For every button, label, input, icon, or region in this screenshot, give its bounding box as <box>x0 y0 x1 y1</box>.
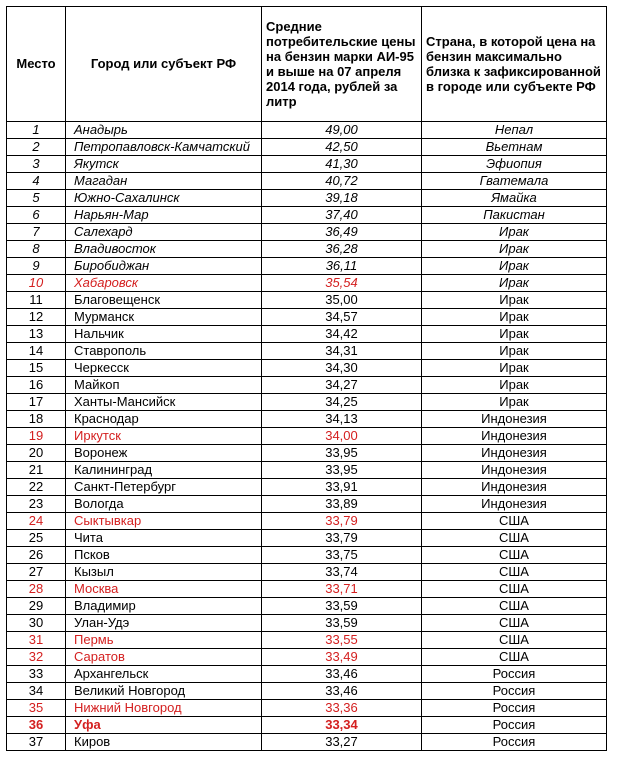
cell-place: 4 <box>7 173 66 190</box>
table-row <box>7 360 607 377</box>
cell-country: Непал <box>422 122 607 139</box>
cell-country: Россия <box>422 700 607 717</box>
header-place: Место <box>7 7 66 122</box>
cell-city: Уфа <box>66 717 262 734</box>
cell-place: 26 <box>7 547 66 564</box>
cell-place: 12 <box>7 309 66 326</box>
table-row <box>7 530 607 547</box>
header-price: Средние потребительские цены на бензин марки АИ-95 и выше на 07 апреля 2014 года, рублей за литр <box>262 7 422 122</box>
table-row <box>7 479 607 496</box>
cell-place: 36 <box>7 717 66 734</box>
cell-place: 31 <box>7 632 66 649</box>
cell-price: 33,95 <box>262 445 422 462</box>
table-row <box>7 207 607 224</box>
cell-price: 49,00 <box>262 122 422 139</box>
cell-country: Вьетнам <box>422 139 607 156</box>
cell-city: Нижний Новгород <box>66 700 262 717</box>
cell-country: Индонезия <box>422 428 607 445</box>
cell-price: 34,13 <box>262 411 422 428</box>
cell-price: 33,89 <box>262 496 422 513</box>
cell-place: 19 <box>7 428 66 445</box>
cell-price: 33,36 <box>262 700 422 717</box>
cell-country: Россия <box>422 717 607 734</box>
table-row <box>7 377 607 394</box>
cell-place: 8 <box>7 241 66 258</box>
cell-place: 2 <box>7 139 66 156</box>
cell-price: 35,54 <box>262 275 422 292</box>
cell-country: Ямайка <box>422 190 607 207</box>
cell-place: 18 <box>7 411 66 428</box>
table-row <box>7 122 607 139</box>
cell-country: Гватемала <box>422 173 607 190</box>
cell-country: Ирак <box>422 224 607 241</box>
cell-country: США <box>422 581 607 598</box>
cell-price: 34,00 <box>262 428 422 445</box>
cell-price: 33,27 <box>262 734 422 751</box>
cell-city: Нарьян-Мар <box>66 207 262 224</box>
cell-country: Пакистан <box>422 207 607 224</box>
cell-country: Индонезия <box>422 479 607 496</box>
cell-city: Чита <box>66 530 262 547</box>
cell-price: 36,11 <box>262 258 422 275</box>
cell-price: 35,00 <box>262 292 422 309</box>
table-row <box>7 564 607 581</box>
cell-price: 33,71 <box>262 581 422 598</box>
cell-country: Россия <box>422 666 607 683</box>
cell-price: 36,28 <box>262 241 422 258</box>
table-row <box>7 649 607 666</box>
cell-city: Благовещенск <box>66 292 262 309</box>
table-row <box>7 683 607 700</box>
cell-city: Санкт-Петербург <box>66 479 262 496</box>
cell-city: Иркутск <box>66 428 262 445</box>
cell-country: США <box>422 632 607 649</box>
cell-country: Ирак <box>422 241 607 258</box>
cell-price: 34,57 <box>262 309 422 326</box>
cell-price: 33,59 <box>262 615 422 632</box>
table-row <box>7 462 607 479</box>
cell-place: 33 <box>7 666 66 683</box>
cell-price: 33,59 <box>262 598 422 615</box>
cell-place: 35 <box>7 700 66 717</box>
cell-city: Мурманск <box>66 309 262 326</box>
table-row <box>7 326 607 343</box>
cell-place: 16 <box>7 377 66 394</box>
cell-city: Биробиджан <box>66 258 262 275</box>
table-row <box>7 258 607 275</box>
cell-country: Ирак <box>422 309 607 326</box>
cell-city: Калининград <box>66 462 262 479</box>
cell-price: 34,31 <box>262 343 422 360</box>
cell-place: 30 <box>7 615 66 632</box>
cell-city: Вологда <box>66 496 262 513</box>
cell-place: 6 <box>7 207 66 224</box>
cell-place: 9 <box>7 258 66 275</box>
cell-country: Ирак <box>422 292 607 309</box>
cell-price: 33,95 <box>262 462 422 479</box>
cell-price: 36,49 <box>262 224 422 241</box>
cell-city: Сыктывкар <box>66 513 262 530</box>
cell-place: 22 <box>7 479 66 496</box>
cell-city: Воронеж <box>66 445 262 462</box>
cell-city: Магадан <box>66 173 262 190</box>
cell-country: Индонезия <box>422 411 607 428</box>
cell-city: Москва <box>66 581 262 598</box>
table-row <box>7 139 607 156</box>
table-row <box>7 734 607 751</box>
cell-price: 34,42 <box>262 326 422 343</box>
table-row <box>7 173 607 190</box>
cell-city: Ханты-Мансийск <box>66 394 262 411</box>
table-row <box>7 275 607 292</box>
cell-place: 14 <box>7 343 66 360</box>
cell-place: 25 <box>7 530 66 547</box>
cell-price: 40,72 <box>262 173 422 190</box>
table-row <box>7 615 607 632</box>
table-row <box>7 547 607 564</box>
cell-price: 39,18 <box>262 190 422 207</box>
cell-place: 3 <box>7 156 66 173</box>
table-row <box>7 292 607 309</box>
cell-city: Майкоп <box>66 377 262 394</box>
cell-place: 15 <box>7 360 66 377</box>
cell-price: 34,30 <box>262 360 422 377</box>
cell-place: 11 <box>7 292 66 309</box>
cell-country: Ирак <box>422 275 607 292</box>
table-row <box>7 513 607 530</box>
cell-city: Киров <box>66 734 262 751</box>
cell-price: 33,79 <box>262 530 422 547</box>
cell-country: Индонезия <box>422 445 607 462</box>
cell-city: Саратов <box>66 649 262 666</box>
cell-city: Анадырь <box>66 122 262 139</box>
cell-city: Салехард <box>66 224 262 241</box>
cell-country: Эфиопия <box>422 156 607 173</box>
cell-place: 28 <box>7 581 66 598</box>
table-row <box>7 343 607 360</box>
cell-city: Якутск <box>66 156 262 173</box>
table-row <box>7 445 607 462</box>
cell-price: 34,25 <box>262 394 422 411</box>
table-row <box>7 156 607 173</box>
cell-price: 37,40 <box>262 207 422 224</box>
cell-country: США <box>422 564 607 581</box>
cell-place: 7 <box>7 224 66 241</box>
cell-country: Россия <box>422 734 607 751</box>
table-row <box>7 632 607 649</box>
cell-city: Ставрополь <box>66 343 262 360</box>
cell-price: 33,75 <box>262 547 422 564</box>
cell-city: Нальчик <box>66 326 262 343</box>
cell-country: Ирак <box>422 258 607 275</box>
cell-country: США <box>422 598 607 615</box>
cell-place: 13 <box>7 326 66 343</box>
cell-city: Южно-Сахалинск <box>66 190 262 207</box>
cell-place: 32 <box>7 649 66 666</box>
table-row <box>7 598 607 615</box>
cell-city: Владивосток <box>66 241 262 258</box>
table-row <box>7 428 607 445</box>
header-city: Город или субъект РФ <box>66 7 262 122</box>
table-body <box>7 122 607 751</box>
cell-city: Архангельск <box>66 666 262 683</box>
table-row <box>7 496 607 513</box>
table-row <box>7 717 607 734</box>
fuel-price-table <box>6 6 607 751</box>
cell-price: 33,34 <box>262 717 422 734</box>
table-row <box>7 394 607 411</box>
cell-country: Ирак <box>422 360 607 377</box>
cell-price: 33,46 <box>262 683 422 700</box>
cell-city: Псков <box>66 547 262 564</box>
cell-price: 33,91 <box>262 479 422 496</box>
cell-place: 17 <box>7 394 66 411</box>
cell-place: 24 <box>7 513 66 530</box>
cell-country: Индонезия <box>422 462 607 479</box>
cell-place: 37 <box>7 734 66 751</box>
cell-price: 33,79 <box>262 513 422 530</box>
cell-country: Ирак <box>422 343 607 360</box>
cell-place: 29 <box>7 598 66 615</box>
cell-city: Хабаровск <box>66 275 262 292</box>
cell-price: 41,30 <box>262 156 422 173</box>
cell-place: 34 <box>7 683 66 700</box>
cell-place: 1 <box>7 122 66 139</box>
cell-country: США <box>422 547 607 564</box>
cell-price: 33,74 <box>262 564 422 581</box>
cell-price: 33,46 <box>262 666 422 683</box>
cell-city: Улан-Удэ <box>66 615 262 632</box>
cell-price: 42,50 <box>262 139 422 156</box>
cell-price: 34,27 <box>262 377 422 394</box>
cell-country: Ирак <box>422 377 607 394</box>
cell-place: 10 <box>7 275 66 292</box>
cell-city: Черкесск <box>66 360 262 377</box>
cell-place: 21 <box>7 462 66 479</box>
table-row <box>7 581 607 598</box>
table-row <box>7 411 607 428</box>
table-row <box>7 700 607 717</box>
cell-city: Петропавловск-Камчатский <box>66 139 262 156</box>
cell-place: 20 <box>7 445 66 462</box>
cell-price: 33,55 <box>262 632 422 649</box>
cell-price: 33,49 <box>262 649 422 666</box>
cell-country: США <box>422 649 607 666</box>
cell-country: Ирак <box>422 394 607 411</box>
header-row <box>7 7 607 122</box>
cell-city: Краснодар <box>66 411 262 428</box>
cell-place: 27 <box>7 564 66 581</box>
table-row <box>7 309 607 326</box>
cell-country: США <box>422 513 607 530</box>
cell-place: 23 <box>7 496 66 513</box>
table-row <box>7 666 607 683</box>
cell-country: США <box>422 530 607 547</box>
cell-city: Кызыл <box>66 564 262 581</box>
table-row <box>7 241 607 258</box>
cell-country: США <box>422 615 607 632</box>
cell-city: Владимир <box>66 598 262 615</box>
table-row <box>7 190 607 207</box>
cell-country: Ирак <box>422 326 607 343</box>
cell-city: Великий Новгород <box>66 683 262 700</box>
table-row <box>7 224 607 241</box>
cell-country: Россия <box>422 683 607 700</box>
cell-city: Пермь <box>66 632 262 649</box>
cell-country: Индонезия <box>422 496 607 513</box>
cell-place: 5 <box>7 190 66 207</box>
header-country: Страна, в которой цена на бензин максимально близка к зафиксированной в городе или субъекте РФ <box>422 7 607 122</box>
